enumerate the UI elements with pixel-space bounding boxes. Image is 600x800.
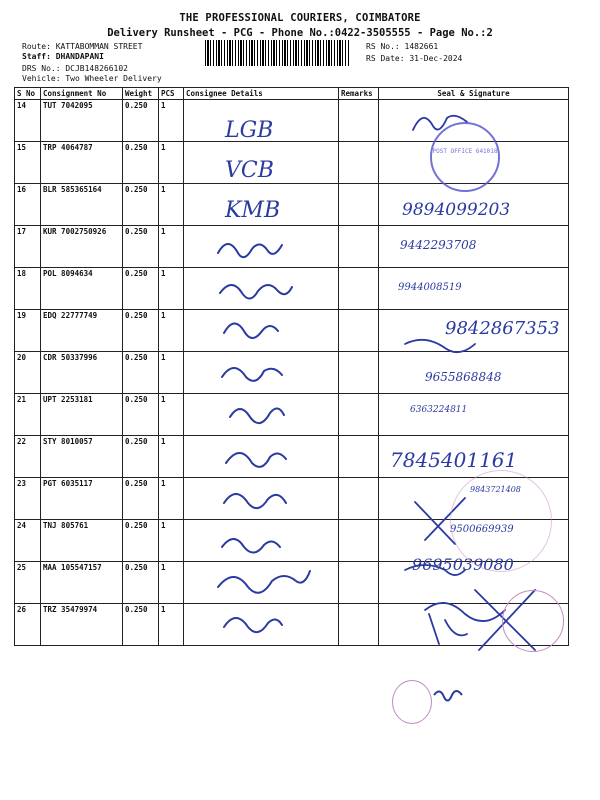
pcs-cell: 1 [159, 562, 184, 604]
scribble-seal-26a [429, 614, 467, 644]
col-header-remarks: Remarks [339, 88, 379, 100]
weight-cell: 0.250 [123, 142, 159, 184]
pcs-cell: 1 [159, 478, 184, 520]
weight-cell: 0.250 [123, 100, 159, 142]
rs-number: RS No.: 1482661 [366, 42, 439, 51]
weight-cell: 0.250 [123, 310, 159, 352]
pcs-cell: 1 [159, 268, 184, 310]
consignee-signature-scribbles [210, 235, 340, 635]
signature-phone-22: 7845401161 [390, 448, 518, 472]
signature-phone-25: 9695039080 [412, 555, 514, 574]
sno-cell: 15 [15, 142, 41, 184]
weight-cell: 0.250 [123, 478, 159, 520]
sno-cell: 26 [15, 604, 41, 646]
col-header-weight: Weight [123, 88, 159, 100]
signature-phone-21: 6363224811 [410, 405, 468, 415]
pcs-cell: 1 [159, 184, 184, 226]
signature-phone-24: 9500669939 [450, 524, 514, 535]
remarks-cell [339, 436, 379, 478]
remarks-cell [339, 394, 379, 436]
consignment-cell: CDR 50337996 [41, 352, 123, 394]
table-header-row [15, 88, 569, 100]
signature-phone-19: 9842867353 [445, 318, 560, 339]
weight-cell: 0.250 [123, 604, 159, 646]
weight-cell: 0.250 [123, 520, 159, 562]
weight-cell: 0.250 [123, 394, 159, 436]
pcs-cell: 1 [159, 394, 184, 436]
staff-name: DHANDAPANI [55, 52, 104, 61]
rs-date: RS Date: 31-Dec-2024 [366, 54, 463, 63]
consignment-cell: TRZ 35479974 [41, 604, 123, 646]
sno-cell: 23 [15, 478, 41, 520]
remarks-cell [339, 100, 379, 142]
pcs-cell: 1 [159, 436, 184, 478]
pcs-cell: 1 [159, 226, 184, 268]
pcs-cell: 1 [159, 310, 184, 352]
vehicle-text: Vehicle: Two Wheeler Delivery [22, 74, 162, 83]
scribble-21 [230, 408, 284, 423]
scribble-24 [222, 539, 280, 553]
consignment-cell: EDQ 22777749 [41, 310, 123, 352]
remarks-cell [339, 142, 379, 184]
company-title: THE PROFESSIONAL COURIERS, COIMBATORE [179, 12, 421, 24]
post-office-seal [430, 122, 500, 192]
pcs-cell: 1 [159, 100, 184, 142]
faint-seal-2 [502, 590, 564, 652]
weight-cell: 0.250 [123, 268, 159, 310]
remarks-cell [339, 184, 379, 226]
sno-cell: 18 [15, 268, 41, 310]
consignment-cell: POL 8094634 [41, 268, 123, 310]
col-header-pcs: PCS [159, 88, 184, 100]
scribble-18 [220, 285, 292, 299]
sno-cell: 22 [15, 436, 41, 478]
staff-label: Staff: [22, 52, 51, 61]
signature-phone-18: 9944008519 [398, 282, 462, 293]
remarks-cell [339, 520, 379, 562]
weight-cell: 0.250 [123, 184, 159, 226]
consignment-cell: BLR 585365164 [41, 184, 123, 226]
sno-cell: 14 [15, 100, 41, 142]
consignment-cell: STY 8010057 [41, 436, 123, 478]
handwritten-consignee-16: KMB [225, 198, 281, 223]
scribble-seal-25 [425, 603, 505, 621]
drs-number: DRS No.: DCJB148266102 [22, 64, 128, 73]
remarks-cell [339, 352, 379, 394]
consignment-cell: MAA 105547157 [41, 562, 123, 604]
sno-cell: 25 [15, 562, 41, 604]
consignment-cell: KUR 7002750926 [41, 226, 123, 268]
scribble-22 [226, 453, 286, 467]
faint-seal-1 [450, 470, 552, 572]
remarks-cell [339, 604, 379, 646]
col-header-consignee: Consignee Details [184, 88, 339, 100]
scribble-seal-24 [405, 565, 465, 575]
scribble-25 [218, 571, 310, 593]
signature-phone-17: 9442293708 [400, 238, 477, 252]
scribble-17 [218, 244, 282, 257]
route-text: Route: KATTABOMMAN STREET [22, 42, 143, 51]
scribble-26 [224, 618, 282, 632]
handwritten-consignee-14: LGB [225, 118, 274, 143]
handwritten-consignee-15: VCB [225, 158, 274, 183]
weight-cell: 0.250 [123, 226, 159, 268]
pcs-cell: 1 [159, 352, 184, 394]
consignment-cell: PGT 6035117 [41, 478, 123, 520]
sno-cell: 16 [15, 184, 41, 226]
remarks-cell [339, 226, 379, 268]
barcode [205, 40, 350, 66]
footer-seal [392, 680, 432, 724]
staff-line [22, 52, 104, 62]
col-header-signature: Seal & Signature [379, 88, 569, 100]
remarks-cell [339, 268, 379, 310]
weight-cell: 0.250 [123, 562, 159, 604]
sno-cell: 17 [15, 226, 41, 268]
col-header-consignment: Consignment No [41, 88, 123, 100]
sno-cell: 24 [15, 520, 41, 562]
pcs-cell: 1 [159, 520, 184, 562]
remarks-cell [339, 478, 379, 520]
consignment-cell: TRP 4064787 [41, 142, 123, 184]
signature-phone-23: 9843721408 [470, 485, 521, 494]
scribble-20 [222, 368, 282, 381]
weight-cell: 0.250 [123, 352, 159, 394]
consignment-cell: TUT 7042095 [41, 100, 123, 142]
runsheet-subtitle: Delivery Runsheet - PCG - Phone No.:0422-3505555 - Page No.:2 [107, 27, 493, 39]
seal-text: POST OFFICE 641018 [432, 148, 498, 155]
consignment-cell: UPT 2253181 [41, 394, 123, 436]
signature-phone-16: 9894099203 [402, 200, 511, 220]
footer-signature [432, 685, 472, 705]
scribble-23 [224, 494, 286, 508]
consignment-cell: TNJ 805761 [41, 520, 123, 562]
remarks-cell [339, 562, 379, 604]
remarks-cell [339, 310, 379, 352]
pcs-cell: 1 [159, 604, 184, 646]
scribble-seal-19 [405, 340, 475, 352]
sno-cell: 19 [15, 310, 41, 352]
scribble-19 [224, 323, 278, 338]
signature-phone-20: 9655868848 [425, 370, 502, 384]
col-header-sno: S No [15, 88, 41, 100]
weight-cell: 0.250 [123, 436, 159, 478]
pcs-cell: 1 [159, 142, 184, 184]
sno-cell: 21 [15, 394, 41, 436]
sno-cell: 20 [15, 352, 41, 394]
